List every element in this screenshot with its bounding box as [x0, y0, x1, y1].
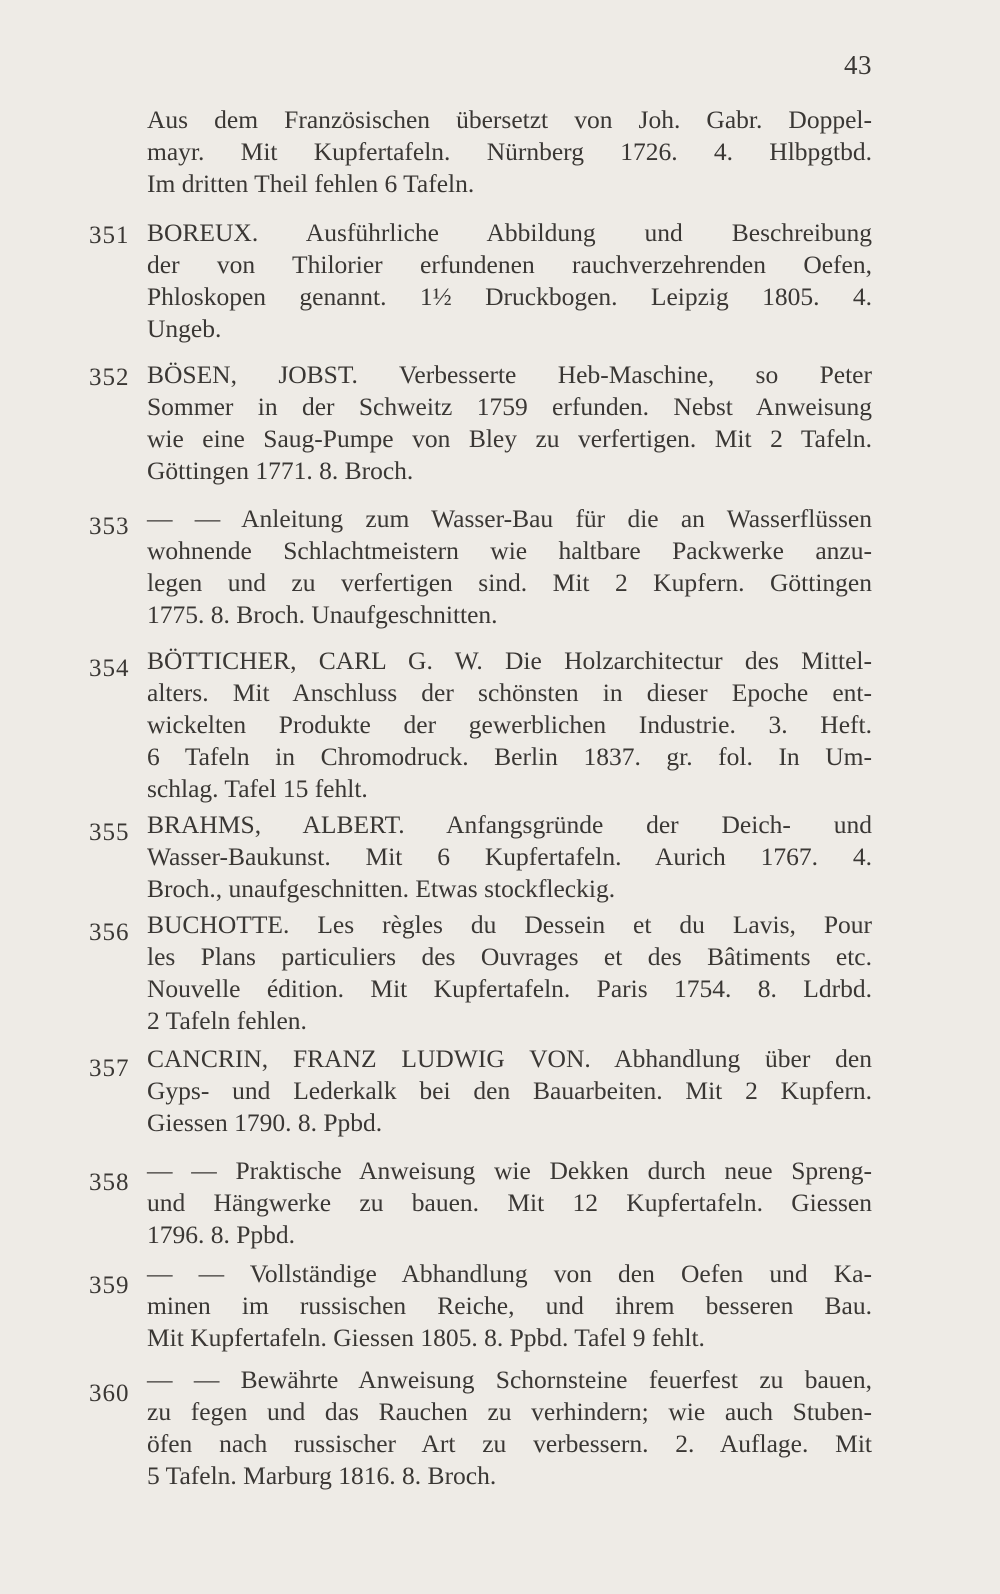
entry-line: wie eine Saug-Pumpe von Bley zu verfertigen. Mit 2 Tafeln.: [147, 424, 872, 453]
entry-line: Sommer in der Schweitz 1759 erfunden. Nebst Anweisung: [147, 392, 872, 421]
entry-text: [147, 1043, 872, 1139]
entry-number: 358: [89, 1169, 130, 1196]
entry-line: und Hängwerke zu bauen. Mit 12 Kupfertafeln. Giessen: [147, 1188, 872, 1217]
entry-line: alters. Mit Anschluss der schönsten in dieser Epoche ent-: [147, 678, 872, 707]
entry-line: BÖSEN, JOBST. Verbesserte Heb-Maschine, so Peter: [147, 360, 872, 389]
page-number: 43: [844, 50, 872, 80]
entry-line: 5 Tafeln. Marburg 1816. 8. Broch.: [147, 1461, 497, 1490]
entry-number: 354: [89, 655, 130, 682]
entry-line: wickelten Produkte der gewerblichen Industrie. 3. Heft.: [147, 710, 872, 739]
entry-number: 356: [89, 919, 130, 946]
entry-line: 2 Tafeln fehlen.: [147, 1006, 307, 1035]
entry-text: [147, 1155, 872, 1251]
entry-text: [147, 359, 872, 487]
entry-line: minen im russischen Reiche, und ihrem besseren Bau.: [147, 1291, 872, 1320]
entry-line: 1775. 8. Broch. Unaufgeschnitten.: [147, 600, 498, 629]
continuation-line: Aus dem Französischen übersetzt von Joh. Gabr. Doppel-: [147, 105, 872, 134]
entry-line: Wasser-Baukunst. Mit 6 Kupfertafeln. Aurich 1767. 4.: [147, 842, 872, 871]
entry-text: [147, 645, 872, 805]
entry-text: [147, 809, 872, 905]
entry-line: BOREUX. Ausführliche Abbildung und Beschreibung: [147, 218, 872, 247]
entry-number: 357: [89, 1055, 130, 1082]
entry-line: Broch., unaufgeschnitten. Etwas stockfleckig.: [147, 874, 616, 903]
entry-line: der von Thilorier erfundenen rauchverzehrenden Oefen,: [147, 250, 872, 279]
entry-line: Giessen 1790. 8. Ppbd.: [147, 1108, 383, 1137]
continuation-line: mayr. Mit Kupfertafeln. Nürnberg 1726. 4. Hlbpgtbd.: [147, 137, 872, 166]
entry-line: BÖTTICHER, CARL G. W. Die Holzarchitectur des Mittel-: [147, 646, 872, 675]
entry-line: zu fegen und das Rauchen zu verhindern; wie auch Stuben-: [147, 1397, 872, 1426]
continuation-line: Im dritten Theil fehlen 6 Tafeln.: [147, 169, 475, 198]
entry-line: — — Vollständige Abhandlung von den Oefen und Ka-: [147, 1259, 872, 1288]
entry-line: Mit Kupfertafeln. Giessen 1805. 8. Ppbd. Tafel 9 fehlt.: [147, 1323, 705, 1352]
entry-text: [147, 217, 872, 345]
entry-number: 353: [89, 513, 130, 540]
entry-line: — — Bewährte Anweisung Schornsteine feuerfest zu bauen,: [147, 1365, 872, 1394]
entry-text: [147, 909, 872, 1037]
entry-line: Göttingen 1771. 8. Broch.: [147, 456, 414, 485]
entry-line: Nouvelle édition. Mit Kupfertafeln. Paris 1754. 8. Ldrbd.: [147, 974, 872, 1003]
entry-line: — — Praktische Anweisung wie Dekken durch neue Spreng-: [147, 1156, 872, 1185]
entry-number: 355: [89, 819, 130, 846]
entry-number: 352: [89, 364, 130, 391]
entry-line: BUCHOTTE. Les règles du Dessein et du Lavis, Pour: [147, 910, 872, 939]
entry-line: BRAHMS, ALBERT. Anfangsgründe der Deich- und: [147, 810, 872, 839]
entry-line: Phloskopen genannt. 1½ Druckbogen. Leipzig 1805. 4.: [147, 282, 872, 311]
entry-line: les Plans particuliers des Ouvrages et des Bâtiments etc.: [147, 942, 872, 971]
entry-number: 351: [89, 222, 130, 249]
entry-line: wohnende Schlachtmeistern wie haltbare Packwerke anzu-: [147, 536, 872, 565]
entry-line: öfen nach russischer Art zu verbessern. 2. Auflage. Mit: [147, 1429, 872, 1458]
entry-line: 6 Tafeln in Chromodruck. Berlin 1837. gr. fol. In Um-: [147, 742, 872, 771]
entry-line: CANCRIN, FRANZ LUDWIG VON. Abhandlung über den: [147, 1044, 872, 1073]
entry-line: Ungeb.: [147, 314, 222, 343]
entry-text: [147, 503, 872, 631]
entry-number: 360: [89, 1380, 130, 1407]
entry-line: schlag. Tafel 15 fehlt.: [147, 774, 368, 803]
entry-number: 359: [89, 1272, 130, 1299]
entry-line: legen und zu verfertigen sind. Mit 2 Kupfern. Göttingen: [147, 568, 872, 597]
entry-line: 1796. 8. Ppbd.: [147, 1220, 296, 1249]
entry-text: [147, 1258, 872, 1354]
entry-line: — — Anleitung zum Wasser-Bau für die an Wasserflüssen: [147, 504, 872, 533]
continuation-text: [147, 104, 872, 200]
entry-text: [147, 1364, 872, 1492]
entry-line: Gyps- und Lederkalk bei den Bauarbeiten. Mit 2 Kupfern.: [147, 1076, 872, 1105]
